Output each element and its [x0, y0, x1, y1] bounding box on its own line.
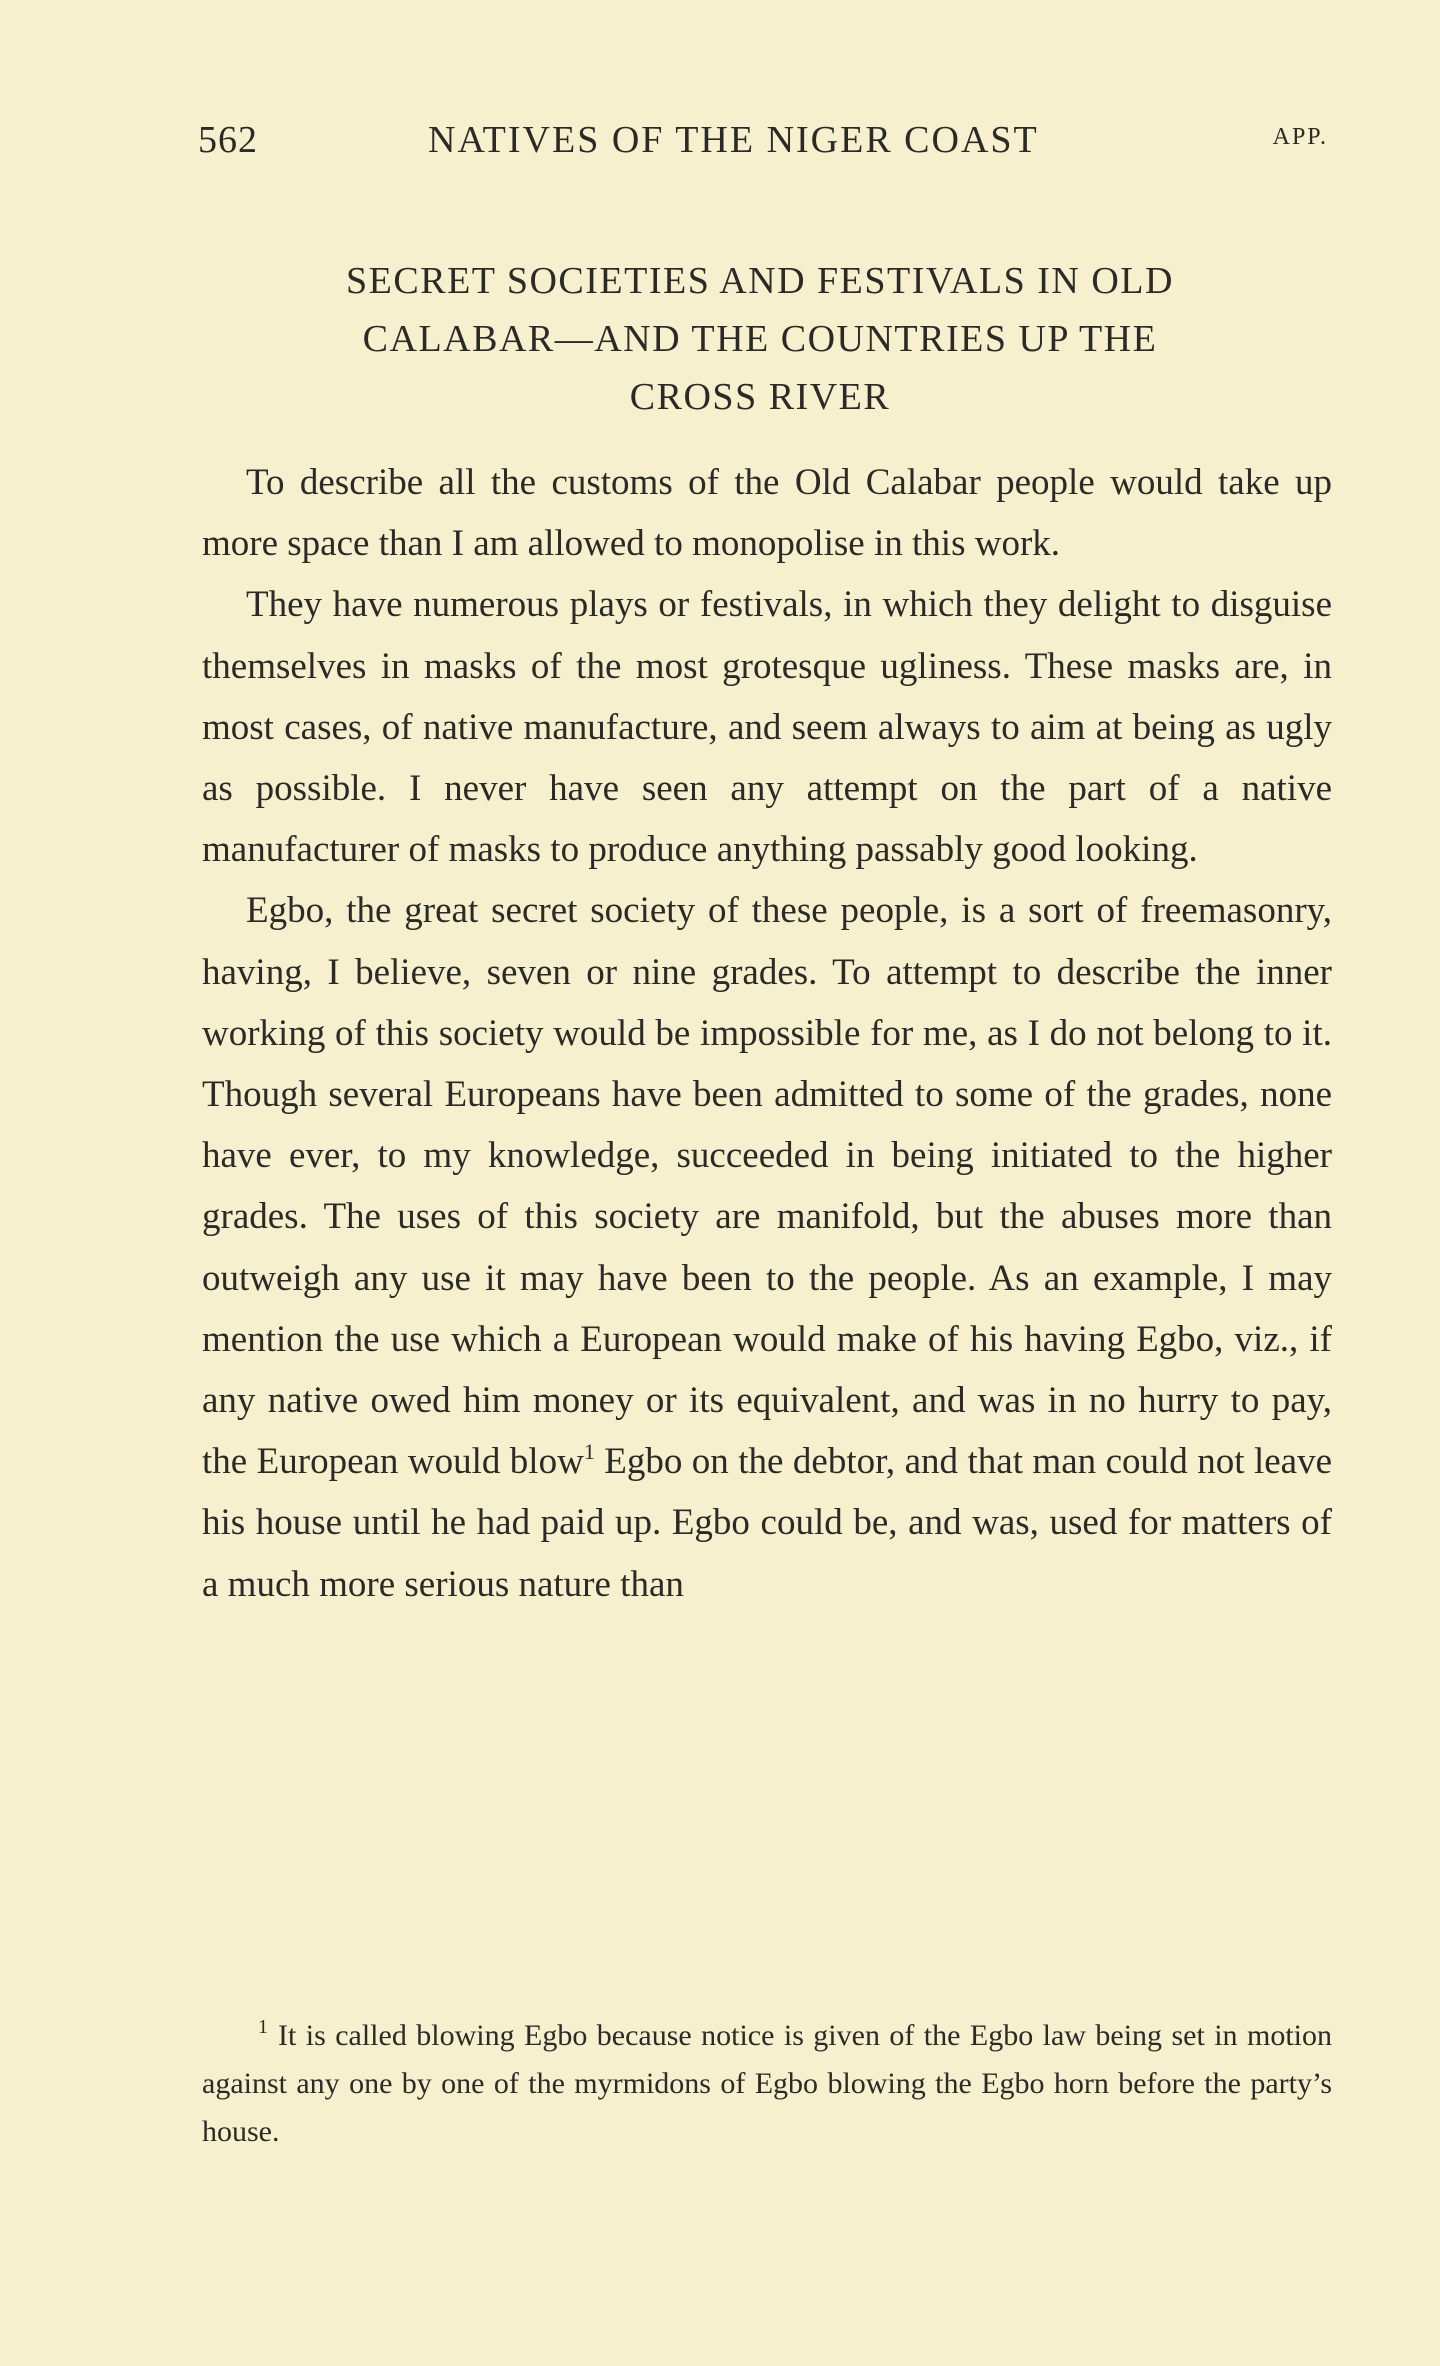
footnote-marker: 1	[258, 2016, 268, 2038]
paragraph-2: They have numerous plays or festivals, in which they delight to disguise themselves in masks of the most grotesque ugliness. These masks are, in most cases, of native manufacture, and seem always to aim at being as ugly as possible. I never have seen any attempt on the part of a native manufacturer of masks to produce anything passably good looking.	[202, 584, 1332, 871]
footnote-paragraph	[202, 2012, 1332, 2156]
section-marker: APP.	[1272, 124, 1328, 150]
chapter-heading	[200, 252, 1320, 426]
paragraph-3-text-before-note: Egbo, the great secret society of these people, is a sort of freemasonry, having, I believe, seven or nine grades. To attempt to describe the inner working of this society would be impossible for me, as I do not belong to it. Though several Europeans have been admitted to some of the grades, none have ever, to my knowledge, succeeded in being initiated to the higher grades. The uses of this society are manifold, but the abuses more than outweigh any use it may have been to the people. As an example, I may mention the use which a European would make of his having Egbo, viz., if any native owed him money or its equivalent, and was in no hurry to pay, the European would blow	[202, 890, 1332, 1483]
paragraph-3	[202, 880, 1332, 1614]
paragraph-3-text-after-note: Egbo on the debtor, and that man could not leave his house until he had paid up. Egbo could be, and was, used for matters of a much more serious nature than	[202, 1441, 1332, 1605]
footnote-text: It is called blowing Egbo because notice is given of the Egbo law being set in motion against any one by one of the myrmidons of Egbo blowing the Egbo horn before the party’s house.	[202, 2019, 1332, 2148]
footnote-reference: 1	[583, 1439, 595, 1465]
heading-line-3: CROSS RIVER	[629, 376, 891, 418]
paragraph-1: To describe all the customs of the Old Calabar people would take up more space than I am allowed to monopolise in this work.	[202, 462, 1332, 565]
page-number: 562	[198, 119, 258, 161]
heading-line-1: SECRET SOCIETIES AND FESTIVALS IN OLD	[346, 260, 1174, 302]
running-head	[198, 118, 1328, 168]
running-title: NATIVES OF THE NIGER COAST	[428, 119, 1039, 161]
footnote	[202, 2012, 1332, 2156]
body-text	[202, 452, 1332, 1615]
heading-line-2: CALABAR—AND THE COUNTRIES UP THE	[362, 318, 1158, 360]
